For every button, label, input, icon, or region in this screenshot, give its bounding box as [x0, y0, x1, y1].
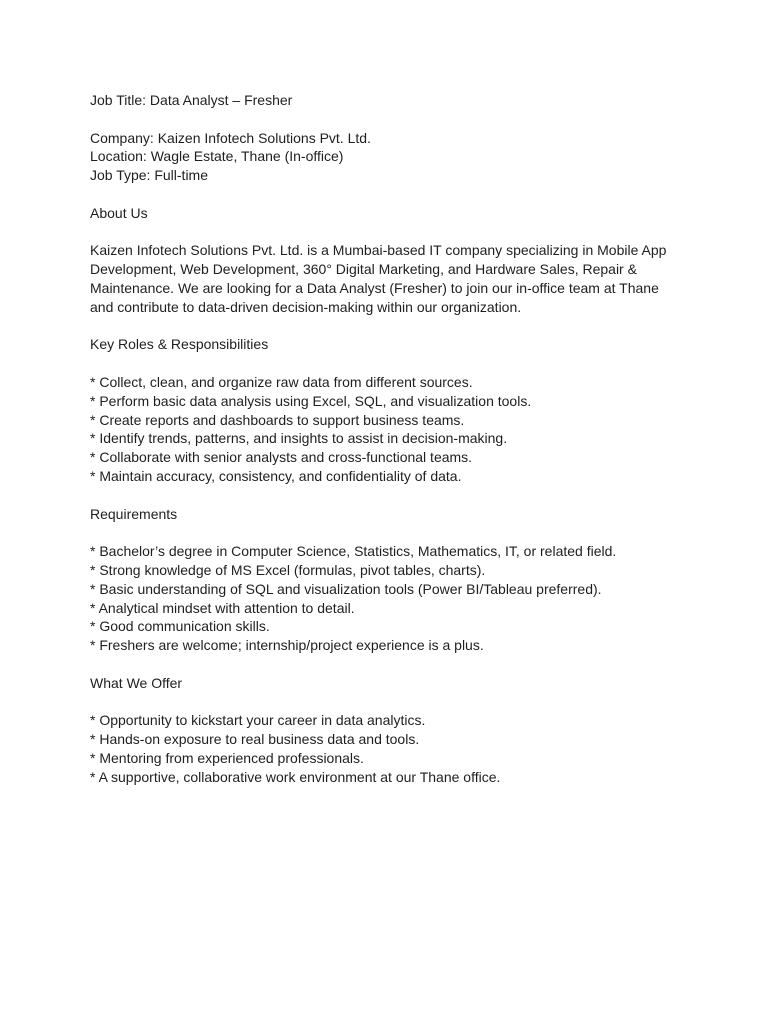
list-item: * Mentoring from experienced professionals. — [90, 749, 364, 766]
about-line: Development, Web Development, 360° Digital Marketing, and Hardware Sales, Repair & — [90, 261, 637, 278]
spacer — [90, 486, 690, 505]
requirements-list — [90, 542, 690, 655]
list-item: * Identify trends, patterns, and insights to assist in decision-making. — [90, 430, 508, 447]
list-item: * Strong knowledge of MS Excel (formulas, pivot tables, charts). — [90, 561, 486, 578]
about-heading: About Us — [90, 204, 148, 221]
list-item: * A supportive, collaborative work environment at our Thane office. — [90, 768, 501, 785]
spacer — [90, 655, 690, 674]
spacer — [90, 693, 690, 712]
list-item: * Analytical mindset with attention to detail. — [90, 599, 355, 616]
offer-heading: What We Offer — [90, 674, 183, 691]
spacer — [90, 523, 690, 542]
about-paragraph — [90, 241, 690, 316]
job-title: Job Title: Data Analyst – Fresher — [90, 92, 293, 108]
company-line: Company: Kaizen Infotech Solutions Pvt. Ltd. — [90, 129, 371, 146]
document-page — [90, 91, 690, 786]
roles-heading: Key Roles & Responsibilities — [90, 336, 269, 353]
list-item: * Hands-on exposure to real business data and tools. — [90, 731, 420, 748]
list-item: * Collect, clean, and organize raw data from different sources. — [90, 373, 473, 390]
about-line: Kaizen Infotech Solutions Pvt. Ltd. is a Mumbai-based IT company specializing in Mobile App — [90, 242, 667, 259]
spacer — [90, 317, 690, 336]
list-item: * Basic understanding of SQL and visualization tools (Power BI/Tableau preferred). — [90, 580, 602, 597]
location-line: Location: Wagle Estate, Thane (In-office) — [90, 148, 344, 165]
list-item: * Maintain accuracy, consistency, and confidentiality of data. — [90, 467, 462, 484]
list-item: * Create reports and dashboards to support business teams. — [90, 411, 465, 428]
spacer — [90, 354, 690, 373]
list-item: * Bachelor’s degree in Computer Science, Statistics, Mathematics, IT, or related field. — [90, 543, 617, 560]
list-item: * Opportunity to kickstart your career in data analytics. — [90, 712, 426, 729]
spacer — [90, 110, 690, 129]
about-line: and contribute to data-driven decision-making within our organization. — [90, 298, 522, 315]
spacer — [90, 223, 690, 242]
roles-list — [90, 373, 690, 486]
list-item: * Perform basic data analysis using Excel, SQL, and visualization tools. — [90, 392, 532, 409]
spacer — [90, 185, 690, 204]
requirements-heading: Requirements — [90, 505, 178, 522]
about-line: Maintenance. We are looking for a Data Analyst (Fresher) to join our in-office team at Thane — [90, 279, 659, 296]
list-item: * Good communication skills. — [90, 618, 270, 635]
job-type-line: Job Type: Full-time — [90, 167, 209, 184]
offers-list — [90, 711, 690, 786]
list-item: * Collaborate with senior analysts and cross-functional teams. — [90, 449, 473, 466]
list-item: * Freshers are welcome; internship/project experience is a plus. — [90, 637, 484, 654]
